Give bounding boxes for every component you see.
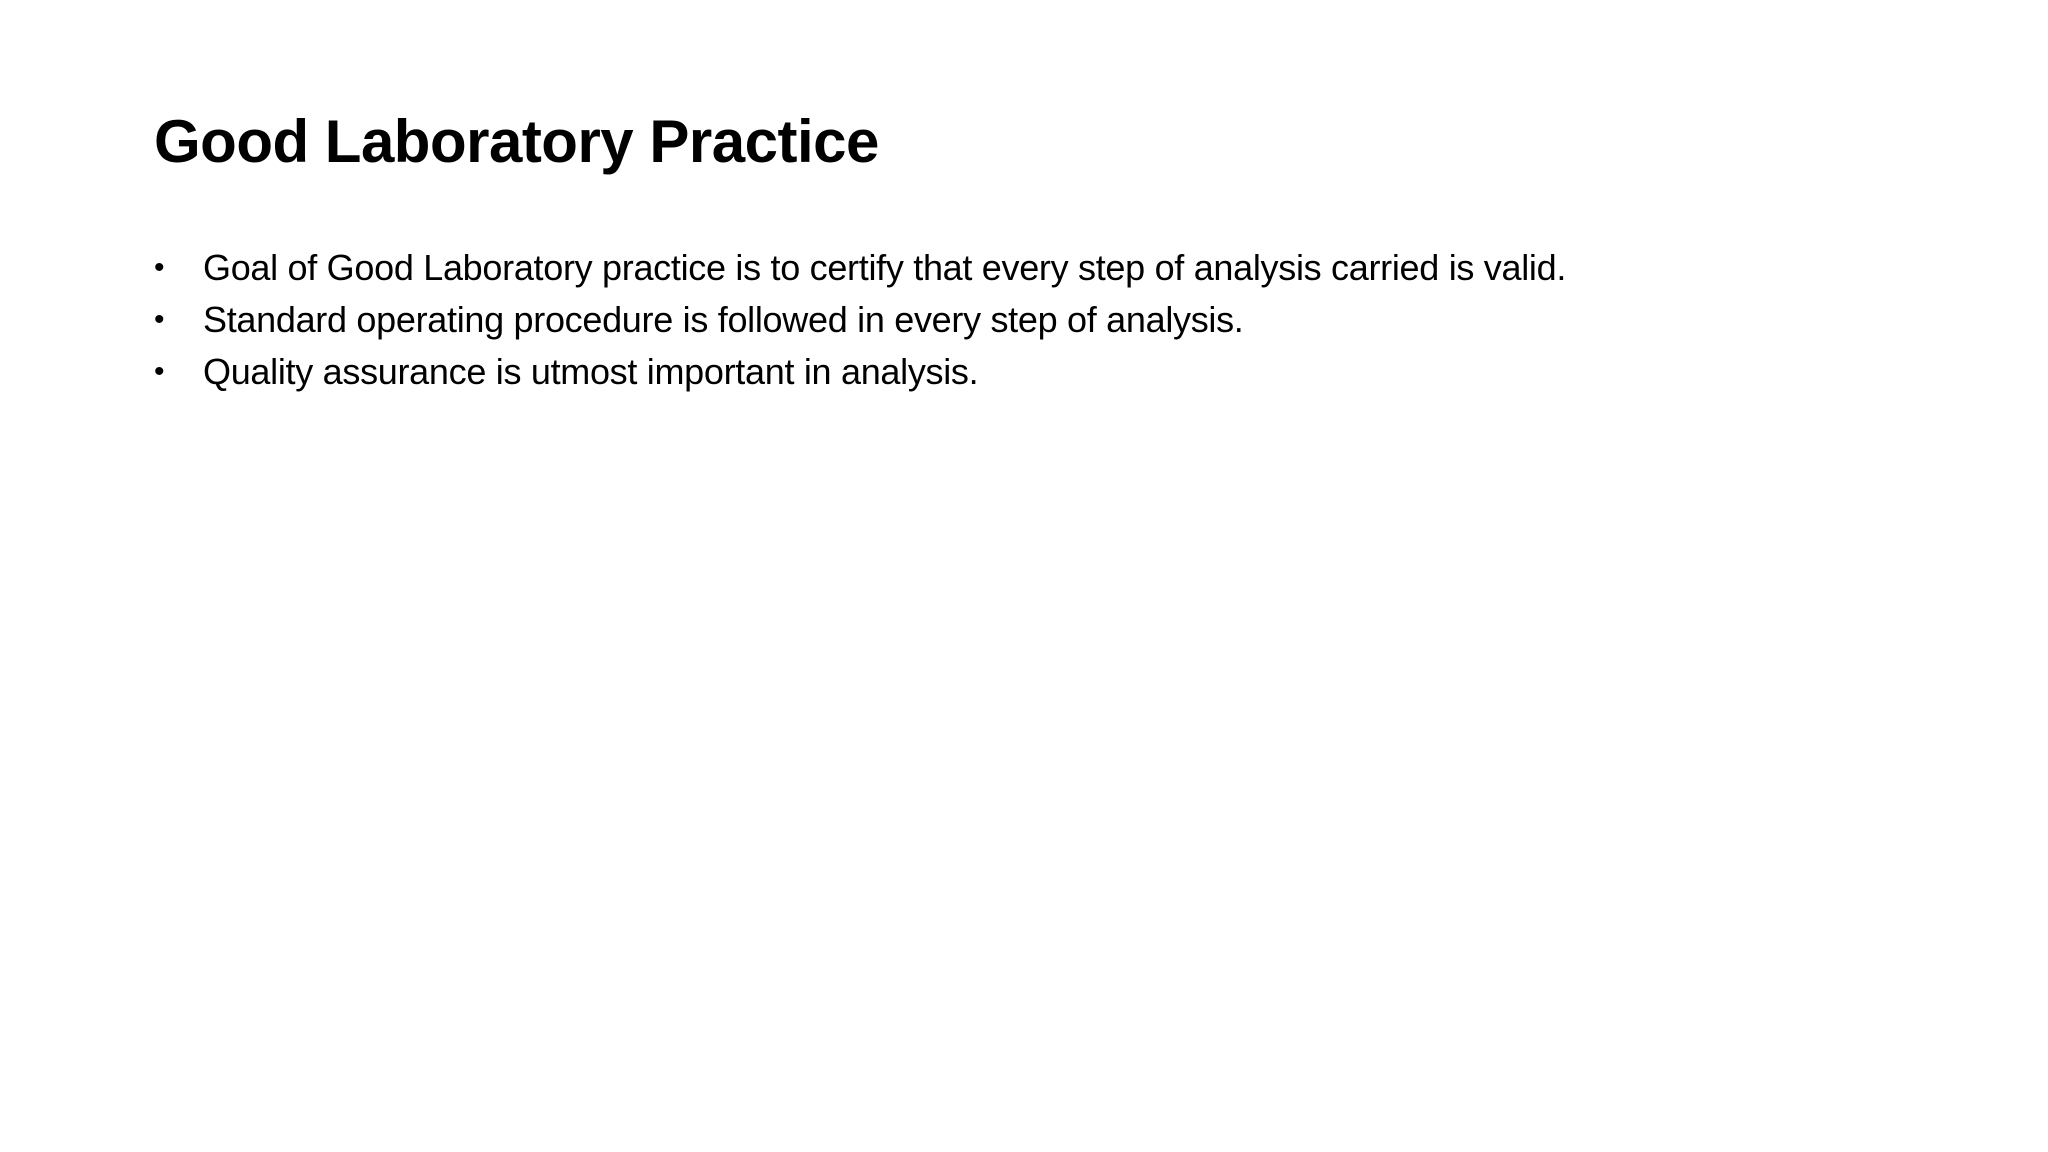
bullet-marker: • (154, 251, 165, 284)
bullet-text: Quality assurance is utmost important in analysis. (203, 351, 979, 392)
bullet-marker: • (154, 303, 165, 336)
bullet-text: Standard operating procedure is followed in every step of analysis. (203, 299, 1244, 340)
bullet-text: Goal of Good Laboratory practice is to certify that every step of analysis carried is valid. (203, 247, 1567, 288)
slide-title: Good Laboratory Practice (154, 108, 879, 175)
bullet-marker: • (154, 355, 165, 388)
